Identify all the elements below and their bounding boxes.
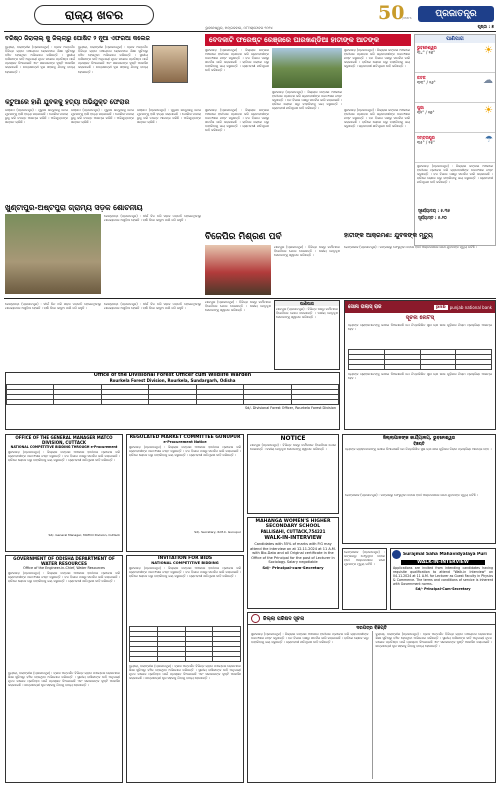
rmc-subtitle: e-Procurement Notice: [163, 440, 207, 444]
story2-body-col3: ସୁନ୍ଦରଗଡ଼ (ପ୍ରଜାତନ୍ତ୍ର) : ଜିଲ୍ଲାର ଜଙ୍ଗଲ ଅଞ୍ଚଳରେ ହାତୀପଲ ପ୍ରବେଶ କରି ଗ୍ରାମବାସୀଙ୍କ ଧାନଫସଲ ନଷ୍ଟ କରୁଛନ୍ତି । ବନ ବିଭାଗ ପକ୍ଷରୁ ସତର୍କତା ଜାରି କରାଯାଇଛି । ରାତିରେ ଲୋକେ ଘରୁ ବାହାରିବାକୁ ଭୟ କରୁଛନ୍ତି । ଗ୍ରାମବାସୀ କ୍ଷତିପୂରଣ ଦାବି କରିଛନ୍ତି ।: [272, 90, 342, 111]
weather-row: ସମ୍ବଲପୁର ୩୫° / ୨୫° ☂: [415, 133, 495, 163]
pnb-bank-name: punjab national bank: [449, 304, 492, 310]
small-table-box: ପାଣିପାଗ ଯାଜପୁର (ପ୍ରଜାତନ୍ତ୍ର) : ବିଭିନ୍ନ ଦଳରୁ କର୍ମୀମାନେ ବିଜେପିରେ ଯୋଗ ଦେଇଛନ୍ତି । ଦଳୀୟ ନେତୃବୃନ୍ଦ ସେମାନଙ୍କୁ ସ୍ୱାଗତ କରିଛନ୍ତି ।: [274, 300, 340, 370]
weather-row: ପୁରୀ ୩୨° / ୨୭° ☀: [415, 103, 495, 133]
story1-body-col2: ବ୍ୟୁରୋ, ବଲାଙ୍ଗୀର (ପ୍ରଜାତନ୍ତ୍ର) : ବ୍ଲକ ଅନ୍ତର୍ଗତ ବିଭିନ୍ନ ଗ୍ରାମ ପଞ୍ଚାୟତର ଲୋକମାନେ ଶିକ୍ଷା ସୁବିଧାରୁ ବଞ୍ଚିତ ହେଉଥିବା ଅଭିଯୋଗ କରିଛନ୍ତି । ସ୍ଥାନୀୟ ବାସିନ୍ଦାଙ୍କ ଦାବି ଅନୁଯାୟୀ ନୂତନ କଲେଜ ପ୍ରତିଷ୍ଠା ପାଇଁ ପ୍ରସ୍ତାବ ଦିଆଯାଇଛି ଏବଂ ସରକାରଙ୍କ ଦୃଷ୍ଟି ଆକର୍ଷଣ କରାଯାଇଛି । ଛାତ୍ରଛାତ୍ରୀ ଦୂର ସହରକୁ ଯିବାକୁ ବାଧ୍ୟ ହେଉଛନ୍ତି ।: [78, 45, 148, 74]
story1-body: ବ୍ୟୁରୋ, ବଲାଙ୍ଗୀର (ପ୍ରଜାତନ୍ତ୍ର) : ବ୍ଲକ ଅନ୍ତର୍ଗତ ବିଭିନ୍ନ ଗ୍ରାମ ପଞ୍ଚାୟତର ଲୋକମାନେ ଶିକ୍ଷା ସୁବିଧାରୁ ବଞ୍ଚିତ ହେଉଥିବା ଅଭିଯୋଗ କରିଛନ୍ତି । ସ୍ଥାନୀୟ ବାସିନ୍ଦାଙ୍କ ଦାବି ଅନୁଯାୟୀ ନୂତନ କଲେଜ ପ୍ରତିଷ୍ଠା ପାଇଁ ପ୍ରସ୍ତାବ ଦିଆଯାଇଛି ଏବଂ ସରକାରଙ୍କ ଦୃଷ୍ଟି ଆକର୍ଷଣ କରାଯାଇଛି । ଛାତ୍ରଛାତ୍ରୀ ଦୂର ସହରକୁ ଯିବାକୁ ବାଧ୍ୟ ହେଉଛନ୍ତି ।: [5, 45, 75, 74]
story5-body: ଯାଜପୁର (ପ୍ରଜାତନ୍ତ୍ର) : ବିଭିନ୍ନ ଦଳରୁ କର୍ମୀମାନେ ବିଜେପିରେ ଯୋଗ ଦେଇଛନ୍ତି । ଦଳୀୟ ନେତୃବୃନ୍ଦ ସେମାନଙ୍କୁ ସ୍ୱାଗତ କରିଛନ୍ତି ।: [274, 245, 340, 258]
pnb-header: [345, 301, 495, 313]
matco-subtitle: NATIONAL COMPETITIVE BIDDING THROUGH e-Procurement: [10, 445, 118, 449]
story4-body-col3: କେନ୍ଦ୍ରାପଡ଼ା (ପ୍ରଜାତନ୍ତ୍ର) : ଦୀର୍ଘ ଦିନ ଧରି ସଡ଼କ ମରାମତି ହୋଇନଥିବାରୁ ଯାତାୟାତରେ ଅସୁବିଧା ହେଉଛି । ବର୍ଷା ଦିନେ କାଦୁଅ ପାଣି ଜମି ରହୁଛି ।: [104, 302, 201, 311]
small-table-title: ପାଣିପାଗ: [275, 301, 339, 306]
page-label: ପୃଷ୍ଠା : ୭: [477, 24, 494, 29]
bhubaneswar-ad: ଜିଲ୍ଲାପାଳଙ୍କ କାର୍ଯ୍ୟାଳୟ, ଭୁବନେଶ୍ୱର ବିଜ୍ଞପ୍ତି ବ୍ୟାଙ୍କ ଗ୍ରାହକମାନଙ୍କୁ ଜଣାଇ ଦିଆଯାଉଛି ଯେ ନିମ୍ନଲିଖିତ ସୁନା ଋଣ ଖାତା ଗୁଡ଼ିକର ନିଲାମ ପ୍ରକ୍ରିୟା ଆରମ୍ଭ ହେବ । ଢେଙ୍କାନାଳ (ପ୍ରଜାତନ୍ତ୍ର) : ଜଙ୍ଗଲରୁ ଫେରୁଥିବା ବେଳେ ହାତୀ ଆକ୍ରମଣରେ ଜଣେ ଯୁବକଙ୍କ ମୃତ୍ୟୁ ଘଟିଛି ।: [342, 434, 496, 544]
story1-headline: ବରିଷ୍ଠ ଜିରାଲାଲ୍ କୁ ଜିଲ୍ଲାରୁ ଘୋଷିତ ୨ ନୂଆ ଏଫରଆ କଲେଜ: [5, 35, 150, 42]
notice-ad: NOTICE ଯାଜପୁର (ପ୍ରଜାତନ୍ତ୍ର) : ବିଭିନ୍ନ ଦଳରୁ କର୍ମୀମାନେ ବିଜେପିରେ ଯୋଗ ଦେଇଛନ୍ତି । ଦଳୀୟ ନେତୃବୃନ୍ଦ ସେମାନଙ୍କୁ ସ୍ୱାଗତ କରିଛନ୍ତି ।: [247, 434, 339, 514]
ncb-title: INVITATION FOR BIDS: [157, 556, 213, 561]
cloud-icon: ☁: [483, 75, 493, 86]
story3-body: ଗଞ୍ଜାମ (ପ୍ରଜାତନ୍ତ୍ର) : ପୁରୁଣା ଶତ୍ରୁତାକୁ ନେଇ ଯୁବକଙ୍କୁ ହାଣି ହତ୍ୟା କରାଯାଇଛି । ପୋଲିସ ମାମଲା ରୁଜୁ କରି ତଦନ୍ତ ଆରମ୍ଭ କରିଛି । ଅଭିଯୁକ୍ତଙ୍କ ସନ୍ଧାନ ଚାଲିଛି ।: [5, 108, 68, 125]
mahanga-title: MAHANGA WOMEN'S HIGHER SECONDARY SCHOOL: [255, 519, 331, 530]
rmc-title: REGULATED MARKET COMMITTEE GUNUPUR: [129, 435, 241, 440]
rmc-footer: Sd/- Secretary, R.M.C. Gunupur: [194, 530, 241, 534]
story2-headline: ବେଦକାଟି ଫରେଷ୍ଟ ରେଞ୍ଜରେ ଘାରଖଣ୍ଡିଆ ହାତୀଙ୍କ ଆତଙ୍କ: [209, 36, 379, 44]
surajmal-ad: [390, 548, 496, 610]
odia-right-header: [248, 613, 495, 625]
notice-title: NOTICE: [280, 435, 306, 442]
forest-subtitle: Rourkela Forest Division, Rourkela, Sundargarh, Odisha: [109, 378, 236, 383]
weather-note: ସୁନ୍ଦରଗଡ଼ (ପ୍ରଜାତନ୍ତ୍ର) : ଜିଲ୍ଲାର ଜଙ୍ଗଲ ଅଞ୍ଚଳରେ ହାତୀପଲ ପ୍ରବେଶ କରି ଗ୍ରାମବାସୀଙ୍କ ଧାନଫସଲ ନଷ୍ଟ କରୁଛନ୍ତି । ବନ ବିଭାଗ ପକ୍ଷରୁ ସତର୍କତା ଜାରି କରାଯାଇଛି । ରାତିରେ ଲୋକେ ଘରୁ ବାହାରିବାକୁ ଭୟ କରୁଛନ୍ତି । ଗ୍ରାମବାସୀ କ୍ଷତିପୂରଣ ଦାବି କରିଛନ୍ତି ।: [417, 164, 493, 185]
story5-body-col2: ଯାଜପୁର (ପ୍ରଜାତନ୍ତ୍ର) : ବିଭିନ୍ନ ଦଳରୁ କର୍ମୀମାନେ ବିଜେପିରେ ଯୋଗ ଦେଇଛନ୍ତି । ଦଳୀୟ ନେତୃବୃନ୍ଦ ସେମାନଙ୍କୁ ସ୍ୱାଗତ କରିଛନ୍ତି ।: [205, 300, 271, 313]
sun-icon: ☀: [484, 45, 493, 56]
matco-title: OFFICE OF THE GENERAL MANAGER MATCO DIVISION, CUTTACK: [15, 435, 113, 445]
story1-photo: [152, 45, 188, 83]
pnb-title: ସୋନା ତାଲାସ୍ ରାଜ: [348, 304, 382, 310]
weather-row: କଟକ ୩୩° / ୨୬° ☁: [415, 73, 495, 103]
ncb-table: [129, 626, 241, 662]
bhubaneswar-title: ଜିଲ୍ଲାପାଳଙ୍କ କାର୍ଯ୍ୟାଳୟ, ଭୁବନେଶ୍ୱର: [382, 436, 456, 441]
sun-icon: ☀: [484, 105, 493, 116]
mahanga-body: Candidates with 55% of marks with P.G may attend the interview on at 12.11.2024 at 11 A.M. with Bio-Data and all Original certificate in the Office of the Principal for the post of Lecturer in Sociology. Salary negotiable: [250, 542, 336, 565]
sunset: ସୂର୍ଯ୍ୟାସ୍ତ : ୫.୨୦: [418, 215, 447, 220]
forest-table: [6, 384, 339, 405]
mahanga-walkin: WALK-IN-INTERVIEW: [264, 535, 322, 542]
story6-body: ଢେଙ୍କାନାଳ (ପ୍ରଜାତନ୍ତ୍ର) : ଜଙ୍ଗଲରୁ ଫେରୁଥିବା ବେଳେ ହାତୀ ଆକ୍ରମଣରେ ଜଣେ ଯୁବକଙ୍କ ମୃତ୍ୟୁ ଘଟିଛି ।: [344, 245, 478, 249]
pnb-notice: ସୋନା ତାଲାସ୍ ରାଜ pnb punjab national bank ସୂଚନା ନୋଟିସ୍ ବ୍ୟାଙ୍କ ଗ୍ରାହକମାନଙ୍କୁ ଜଣାଇ ଦିଆଯାଉଛି ଯେ ନିମ୍ନଲିଖିତ ସୁନା ଋଣ ଖାତା ଗୁଡ଼ିକର ନିଲାମ ପ୍ରକ୍ରିୟା ଆରମ୍ଭ ହେବ । ବ୍ୟାଙ୍କ ଗ୍ରାହକମାନଙ୍କୁ ଜଣାଇ ଦିଆଯାଉଛି ଯେ ନିମ୍ନଲିଖିତ ସୁନା ଋଣ ଖାତା ଗୁଡ଼ିକର ନିଲାମ ପ୍ରକ୍ରିୟା ଆରମ୍ଭ ହେବ ।: [344, 300, 496, 430]
matco-ad: OFFICE OF THE GENERAL MANAGER MATCO DIVISION, CUTTACK NATIONAL COMPETITIVE BIDDING THROUGH e-Procurement ସୁନ୍ଦରଗଡ଼ (ପ୍ରଜାତନ୍ତ୍ର) : ଜିଲ୍ଲାର ଜଙ୍ଗଲ ଅଞ୍ଚଳରେ ହାତୀପଲ ପ୍ରବେଶ କରି ଗ୍ରାମବାସୀଙ୍କ ଧାନଫସଲ ନଷ୍ଟ କରୁଛନ୍ତି । ବନ ବିଭାଗ ପକ୍ଷରୁ ସତର୍କତା ଜାରି କରାଯାଇଛି । ରାତିରେ ଲୋକେ ଘରୁ ବାହାରିବାକୁ ଭୟ କରୁଛନ୍ତି । ଗ୍ରାମବାସୀ କ୍ଷତିପୂରଣ ଦାବି କରିଛନ୍ତି । Sd/- General Manager, MATCO Division, Cuttack: [5, 434, 123, 552]
anniversary-logo: 50 years: [378, 2, 412, 24]
story5-headline: ବିଜେପିର ମିଶ୍ରଣ ପର୍ବ: [205, 232, 282, 242]
ncb-subtitle: NATIONAL COMPETITIVE BIDDING: [151, 561, 219, 565]
masthead-rule: [4, 31, 496, 32]
story3-body-col2: ଗଞ୍ଜାମ (ପ୍ରଜାତନ୍ତ୍ର) : ପୁରୁଣା ଶତ୍ରୁତାକୁ ନେଇ ଯୁବକଙ୍କୁ ହାଣି ହତ୍ୟା କରାଯାଇଛି । ପୋଲିସ ମାମଲା ରୁଜୁ କରି ତଦନ୍ତ ଆରମ୍ଭ କରିଛି । ଅଭିଯୁକ୍ତଙ୍କ ସନ୍ଧାନ ଚାଲିଛି ।: [71, 108, 134, 125]
story6-headline: ହାତୀଙ୍କ ଆକ୍ରମଣ: ଯୁବକଙ୍କ ମୃତ୍ୟୁ: [344, 232, 433, 239]
rmc-ad: REGULATED MARKET COMMITTEE GUNUPUR e-Procurement Notice ସୁନ୍ଦରଗଡ଼ (ପ୍ରଜାତନ୍ତ୍ର) : ଜିଲ୍ଲାର ଜଙ୍ଗଲ ଅଞ୍ଚଳରେ ହାତୀପଲ ପ୍ରବେଶ କରି ଗ୍ରାମବାସୀଙ୍କ ଧାନଫସଲ ନଷ୍ଟ କରୁଛନ୍ତି । ବନ ବିଭାଗ ପକ୍ଷରୁ ସତର୍କତା ଜାରି କରାଯାଇଛି । ରାତିରେ ଲୋକେ ଘରୁ ବାହାରିବାକୁ ଭୟ କରୁଛନ୍ତି । ଗ୍ରାମବାସୀ କ୍ଷତିପୂରଣ ଦାବି କରିଛନ୍ତି । Sd/- Secretary, R.M.C. Gunupur: [126, 434, 244, 552]
bhubaneswar-subtitle: ବିଜ୍ଞପ୍ତି: [413, 441, 425, 446]
section-title-banner: [34, 5, 154, 25]
surajmal-walkin: WALK-IN-INTERVIEW: [401, 560, 485, 565]
surajmal-body: Applications are invited from intending candidates having requisite qualification to attend "Walk-in Interview" on 04.11.2024 at 11 A.M. for Lecturer as Guest Faculty in Physics & Commerce. The terms and conditions of service is inherent with Government norms.: [393, 566, 493, 586]
matco-footer: Sd/- General Manager, MATCO Division, Cuttack: [48, 533, 120, 537]
mahanga-ad: [247, 517, 339, 609]
small-ad-left: ଢେଙ୍କାନାଳ (ପ୍ରଜାତନ୍ତ୍ର) : ଜଙ୍ଗଲରୁ ଫେରୁଥିବା ବେଳେ ହାତୀ ଆକ୍ରମଣରେ ଜଣେ ଯୁବକଙ୍କ ମୃତ୍ୟୁ ଘଟିଛି ।: [342, 548, 387, 610]
story2-body-col5: ସୁନ୍ଦରଗଡ଼ (ପ୍ରଜାତନ୍ତ୍ର) : ଜିଲ୍ଲାର ଜଙ୍ଗଲ ଅଞ୍ଚଳରେ ହାତୀପଲ ପ୍ରବେଶ କରି ଗ୍ରାମବାସୀଙ୍କ ଧାନଫସଲ ନଷ୍ଟ କରୁଛନ୍ତି । ବନ ବିଭାଗ ପକ୍ଷରୁ ସତର୍କତା ଜାରି କରାଯାଇଛି । ରାତିରେ ଲୋକେ ଘରୁ ବାହାରିବାକୁ ଭୟ କରୁଛନ୍ତି । ଗ୍ରାମବାସୀ କ୍ଷତିପୂରଣ ଦାବି କରିଛନ୍ତି ।: [344, 108, 410, 129]
rain-icon: ☂: [484, 135, 493, 145]
surajmal-header: [391, 549, 495, 560]
surajmal-title: Surajmal Saha Mahavidyalaya Puri: [403, 552, 487, 557]
forest-title: Office of the Divisional Forest Officer cum Wildlife Warden: [93, 373, 252, 378]
mahanga-footer: Sd/- Principal-cum-Secretary: [262, 565, 324, 571]
college-emblem-icon: [392, 550, 401, 559]
ncb-ad: INVITATION FOR BIDS NATIONAL COMPETITIVE BIDDING ସୁନ୍ଦରଗଡ଼ (ପ୍ରଜାତନ୍ତ୍ର) : ଜିଲ୍ଲାର ଜଙ୍ଗଲ ଅଞ୍ଚଳରେ ହାତୀପଲ ପ୍ରବେଶ କରି ଗ୍ରାମବାସୀଙ୍କ ଧାନଫସଲ ନଷ୍ଟ କରୁଛନ୍ତି । ବନ ବିଭାଗ ପକ୍ଷରୁ ସତର୍କତା ଜାରି କରାଯାଇଛି । ରାତିରେ ଲୋକେ ଘରୁ ବାହାରିବାକୁ ଭୟ କରୁଛନ୍ତି । ଗ୍ରାମବାସୀ କ୍ଷତିପୂରଣ ଦାବି କରିଛନ୍ତି । ବ୍ୟୁରୋ, ବଲାଙ୍ଗୀର (ପ୍ରଜାତନ୍ତ୍ର) : ବ୍ଲକ ଅନ୍ତର୍ଗତ ବିଭିନ୍ନ ଗ୍ରାମ ପଞ୍ଚାୟତର ଲୋକମାନେ ଶିକ୍ଷା ସୁବିଧାରୁ ବଞ୍ଚିତ ହେଉଥିବା ଅଭିଯୋଗ କରିଛନ୍ତି । ସ୍ଥାନୀୟ ବାସିନ୍ଦାଙ୍କ ଦାବି ଅନୁଯାୟୀ ନୂତନ କଲେଜ ପ୍ରତିଷ୍ଠା ପାଇଁ ପ୍ରସ୍ତାବ ଦିଆଯାଇଛି ଏବଂ ସରକାରଙ୍କ ଦୃଷ୍ଟି ଆକର୍ଷଣ କରାଯାଇଛି । ଛାତ୍ରଛାତ୍ରୀ ଦୂର ସହରକୁ ଯିବାକୁ ବାଧ୍ୟ ହେଉଛନ୍ତି ।: [126, 555, 244, 783]
story4-headline: ଖୁଣ୍ଟାପୁର-ଅଷ୍ଟପୁରା ଗ୍ରାମ୍ୟ ସଡ଼କ ଶୋଚନୀୟ: [5, 203, 143, 212]
odisha-title: GOVERNMENT OF ODISHA DEPARTMENT OF WATER RESOURCES: [13, 556, 115, 566]
story4-photo: [5, 214, 101, 294]
sunrise: ସୂର୍ଯ୍ୟୋଦୟ : ୫.୩୫: [418, 208, 451, 213]
pnb-body: ବ୍ୟାଙ୍କ ଗ୍ରାହକମାନଙ୍କୁ ଜଣାଇ ଦିଆଯାଉଛି ଯେ ନିମ୍ନଲିଖିତ ସୁନା ଋଣ ଖାତା ଗୁଡ଼ିକର ନିଲାମ ପ୍ରକ୍ରିୟା ଆରମ୍ଭ ହେବ ।: [348, 323, 492, 332]
mahanga-place: PALLISAHI, CUTTACK,754221: [260, 529, 326, 535]
forest-footer: Sd/- Divisional Forest Officer, Rourkela Forest Division: [245, 405, 336, 410]
odisha-water-ad: GOVERNMENT OF ODISHA DEPARTMENT OF WATER RESOURCES Office of the Engineer-in-Chief, Water Resources ସୁନ୍ଦରଗଡ଼ (ପ୍ରଜାତନ୍ତ୍ର) : ଜିଲ୍ଲାର ଜଙ୍ଗଲ ଅଞ୍ଚଳରେ ହାତୀପଲ ପ୍ରବେଶ କରି ଗ୍ରାମବାସୀଙ୍କ ଧାନଫସଲ ନଷ୍ଟ କରୁଛନ୍ତି । ବନ ବିଭାଗ ପକ୍ଷରୁ ସତର୍କତା ଜାରି କରାଯାଇଛି । ରାତିରେ ଲୋକେ ଘରୁ ବାହାରିବାକୁ ଭୟ କରୁଛନ୍ତି । ଗ୍ରାମବାସୀ କ୍ଷତିପୂରଣ ଦାବି କରିଛନ୍ତି । ବ୍ୟୁରୋ, ବଲାଙ୍ଗୀର (ପ୍ରଜାତନ୍ତ୍ର) : ବ୍ଲକ ଅନ୍ତର୍ଗତ ବିଭିନ୍ନ ଗ୍ରାମ ପଞ୍ଚାୟତର ଲୋକମାନେ ଶିକ୍ଷା ସୁବିଧାରୁ ବଞ୍ଚିତ ହେଉଥିବା ଅଭିଯୋଗ କରିଛନ୍ତି । ସ୍ଥାନୀୟ ବାସିନ୍ଦାଙ୍କ ଦାବି ଅନୁଯାୟୀ ନୂତନ କଲେଜ ପ୍ରତିଷ୍ଠା ପାଇଁ ପ୍ରସ୍ତାବ ଦିଆଯାଇଛି ଏବଂ ସରକାରଙ୍କ ଦୃଷ୍ଟି ଆକର୍ଷଣ କରାଯାଇଛି । ଛାତ୍ରଛାତ୍ରୀ ଦୂର ସହରକୁ ଯିବାକୁ ବାଧ୍ୟ ହେଉଛନ୍ତି ।: [5, 555, 123, 783]
forest-tender-ad: [5, 372, 340, 430]
section-title: ରାଜ୍ୟ ଖବର: [64, 7, 124, 22]
story2-body-col2: ସୁନ୍ଦରଗଡ଼ (ପ୍ରଜାତନ୍ତ୍ର) : ଜିଲ୍ଲାର ଜଙ୍ଗଲ ଅଞ୍ଚଳରେ ହାତୀପଲ ପ୍ରବେଶ କରି ଗ୍ରାମବାସୀଙ୍କ ଧାନଫସଲ ନଷ୍ଟ କରୁଛନ୍ତି । ବନ ବିଭାଗ ପକ୍ଷରୁ ସତର୍କତା ଜାରି କରାଯାଇଛି । ରାତିରେ ଲୋକେ ଘରୁ ବାହାରିବାକୁ ଭୟ କରୁଛନ୍ତି । ଗ୍ରାମବାସୀ କ୍ଷତିପୂରଣ ଦାବି କରିଛନ୍ତି ।: [344, 48, 410, 69]
weather-row: ଭୁବନେଶ୍ୱର ୩୪° / ୨୬° ☀: [415, 43, 495, 73]
masthead: [4, 4, 496, 30]
story5-photo: [205, 245, 271, 295]
story2-body-col4: ସୁନ୍ଦରଗଡ଼ (ପ୍ରଜାତନ୍ତ୍ର) : ଜିଲ୍ଲାର ଜଙ୍ଗଲ ଅଞ୍ଚଳରେ ହାତୀପଲ ପ୍ରବେଶ କରି ଗ୍ରାମବାସୀଙ୍କ ଧାନଫସଲ ନଷ୍ଟ କରୁଛନ୍ତି । ବନ ବିଭାଗ ପକ୍ଷରୁ ସତର୍କତା ଜାରି କରାଯାଇଛି । ରାତିରେ ଲୋକେ ଘରୁ ବାହାରିବାକୁ ଭୟ କରୁଛନ୍ତି । ଗ୍ରାମବାସୀ କ୍ଷତିପୂରଣ ଦାବି କରିଛନ୍ତି ।: [205, 108, 269, 133]
odisha-emblem-icon: [251, 614, 260, 623]
weather-panel: [414, 34, 496, 246]
odia-right-title: ଜିଲ୍ଲା ପରିଷଦ ସୂଚନା: [263, 615, 305, 622]
story4-body: କେନ୍ଦ୍ରାପଡ଼ା (ପ୍ରଜାତନ୍ତ୍ର) : ଦୀର୍ଘ ଦିନ ଧରି ସଡ଼କ ମରାମତି ହୋଇନଥିବାରୁ ଯାତାୟାତରେ ଅସୁବିଧା ହେଉଛି । ବର୍ଷା ଦିନେ କାଦୁଅ ପାଣି ଜମି ରହୁଛି ।: [104, 214, 201, 223]
pnb-table: [348, 349, 492, 370]
story3-headline: କଟୁଆରେ ହାଣି ଯୁବକକୁ ହତ୍ୟା ଅଭିଯୁକ୍ତ ଫେରାର: [5, 98, 130, 106]
pnb-logo: pnb: [436, 304, 446, 310]
story3-body-col3: ଗଞ୍ଜାମ (ପ୍ରଜାତନ୍ତ୍ର) : ପୁରୁଣା ଶତ୍ରୁତାକୁ ନେଇ ଯୁବକଙ୍କୁ ହାଣି ହତ୍ୟା କରାଯାଇଛି । ପୋଲିସ ମାମଲା ରୁଜୁ କରି ତଦନ୍ତ ଆରମ୍ଭ କରିଛି । ଅଭିଯୁକ୍ତଙ୍କ ସନ୍ଧାନ ଚାଲିଛି ।: [137, 108, 201, 125]
odisha-subtitle: Office of the Engineer-in-Chief, Water Resources: [23, 566, 105, 570]
surajmal-footer: Sd/- Principal-Cum-Secretary: [415, 587, 471, 591]
story2-body: ସୁନ୍ଦରଗଡ଼ (ପ୍ରଜାତନ୍ତ୍ର) : ଜିଲ୍ଲାର ଜଙ୍ଗଲ ଅଞ୍ଚଳରେ ହାତୀପଲ ପ୍ରବେଶ କରି ଗ୍ରାମବାସୀଙ୍କ ଧାନଫସଲ ନଷ୍ଟ କରୁଛନ୍ତି । ବନ ବିଭାଗ ପକ୍ଷରୁ ସତର୍କତା ଜାରି କରାଯାଇଛି । ରାତିରେ ଲୋକେ ଘରୁ ବାହାରିବାକୁ ଭୟ କରୁଛନ୍ତି । ଗ୍ରାମବାସୀ କ୍ଷତିପୂରଣ ଦାବି କରିଛନ୍ତି ।: [205, 48, 269, 73]
story4-body-col2: କେନ୍ଦ୍ରାପଡ଼ା (ପ୍ରଜାତନ୍ତ୍ର) : ଦୀର୍ଘ ଦିନ ଧରି ସଡ଼କ ମରାମତି ହୋଇନଥିବାରୁ ଯାତାୟାତରେ ଅସୁବିଧା ହେଉଛି । ବର୍ଷା ଦିନେ କାଦୁଅ ପାଣି ଜମି ରହୁଛି ।: [5, 302, 101, 311]
brand-banner: [418, 6, 494, 22]
section-rule: [4, 298, 496, 299]
weather-title: ପାଣିପାଗ: [415, 35, 495, 43]
odia-right-ad: ଜିଲ୍ଲା ପରିଷଦ ସୂଚନା ଦରପତ୍ର ବିଜ୍ଞପ୍ତି ସୁନ୍ଦରଗଡ଼ (ପ୍ରଜାତନ୍ତ୍ର) : ଜିଲ୍ଲାର ଜଙ୍ଗଲ ଅଞ୍ଚଳରେ ହାତୀପଲ ପ୍ରବେଶ କରି ଗ୍ରାମବାସୀଙ୍କ ଧାନଫସଲ ନଷ୍ଟ କରୁଛନ୍ତି । ବନ ବିଭାଗ ପକ୍ଷରୁ ସତର୍କତା ଜାରି କରାଯାଇଛି । ରାତିରେ ଲୋକେ ଘରୁ ବାହାରିବାକୁ ଭୟ କରୁଛନ୍ତି । ଗ୍ରାମବାସୀ କ୍ଷତିପୂରଣ ଦାବି କରିଛନ୍ତି । ବ୍ୟୁରୋ, ବଲାଙ୍ଗୀର (ପ୍ରଜାତନ୍ତ୍ର) : ବ୍ଲକ ଅନ୍ତର୍ଗତ ବିଭିନ୍ନ ଗ୍ରାମ ପଞ୍ଚାୟତର ଲୋକମାନେ ଶିକ୍ଷା ସୁବିଧାରୁ ବଞ୍ଚିତ ହେଉଥିବା ଅଭିଯୋଗ କରିଛନ୍ତି । ସ୍ଥାନୀୟ ବାସିନ୍ଦାଙ୍କ ଦାବି ଅନୁଯାୟୀ ନୂତନ କଲେଜ ପ୍ରତିଷ୍ଠା ପାଇଁ ପ୍ରସ୍ତାବ ଦିଆଯାଇଛି ଏବଂ ସରକାରଙ୍କ ଦୃଷ୍ଟି ଆକର୍ଷଣ କରାଯାଇଛି । ଛାତ୍ରଛାତ୍ରୀ ଦୂର ସହରକୁ ଯିବାକୁ ବାଧ୍ୟ ହେଉଛନ୍ତି ।: [247, 612, 496, 783]
odia-right-subtitle: ଦରପତ୍ର ବିଜ୍ଞପ୍ତି: [356, 626, 387, 631]
brand-name: ପ୍ରଜାତନ୍ତ୍ର: [435, 9, 477, 19]
story2-headline-band: [205, 34, 411, 46]
pnb-notice-title: ସୂଚନା ନୋଟିସ୍: [405, 315, 435, 321]
story2-photo: [272, 48, 342, 88]
dateline: ଭୁବନେଶ୍ୱର, ମଙ୍ଗଳବାର, ୦୮ଅକ୍ଟୋବର ୨୦୨୪: [205, 26, 273, 30]
